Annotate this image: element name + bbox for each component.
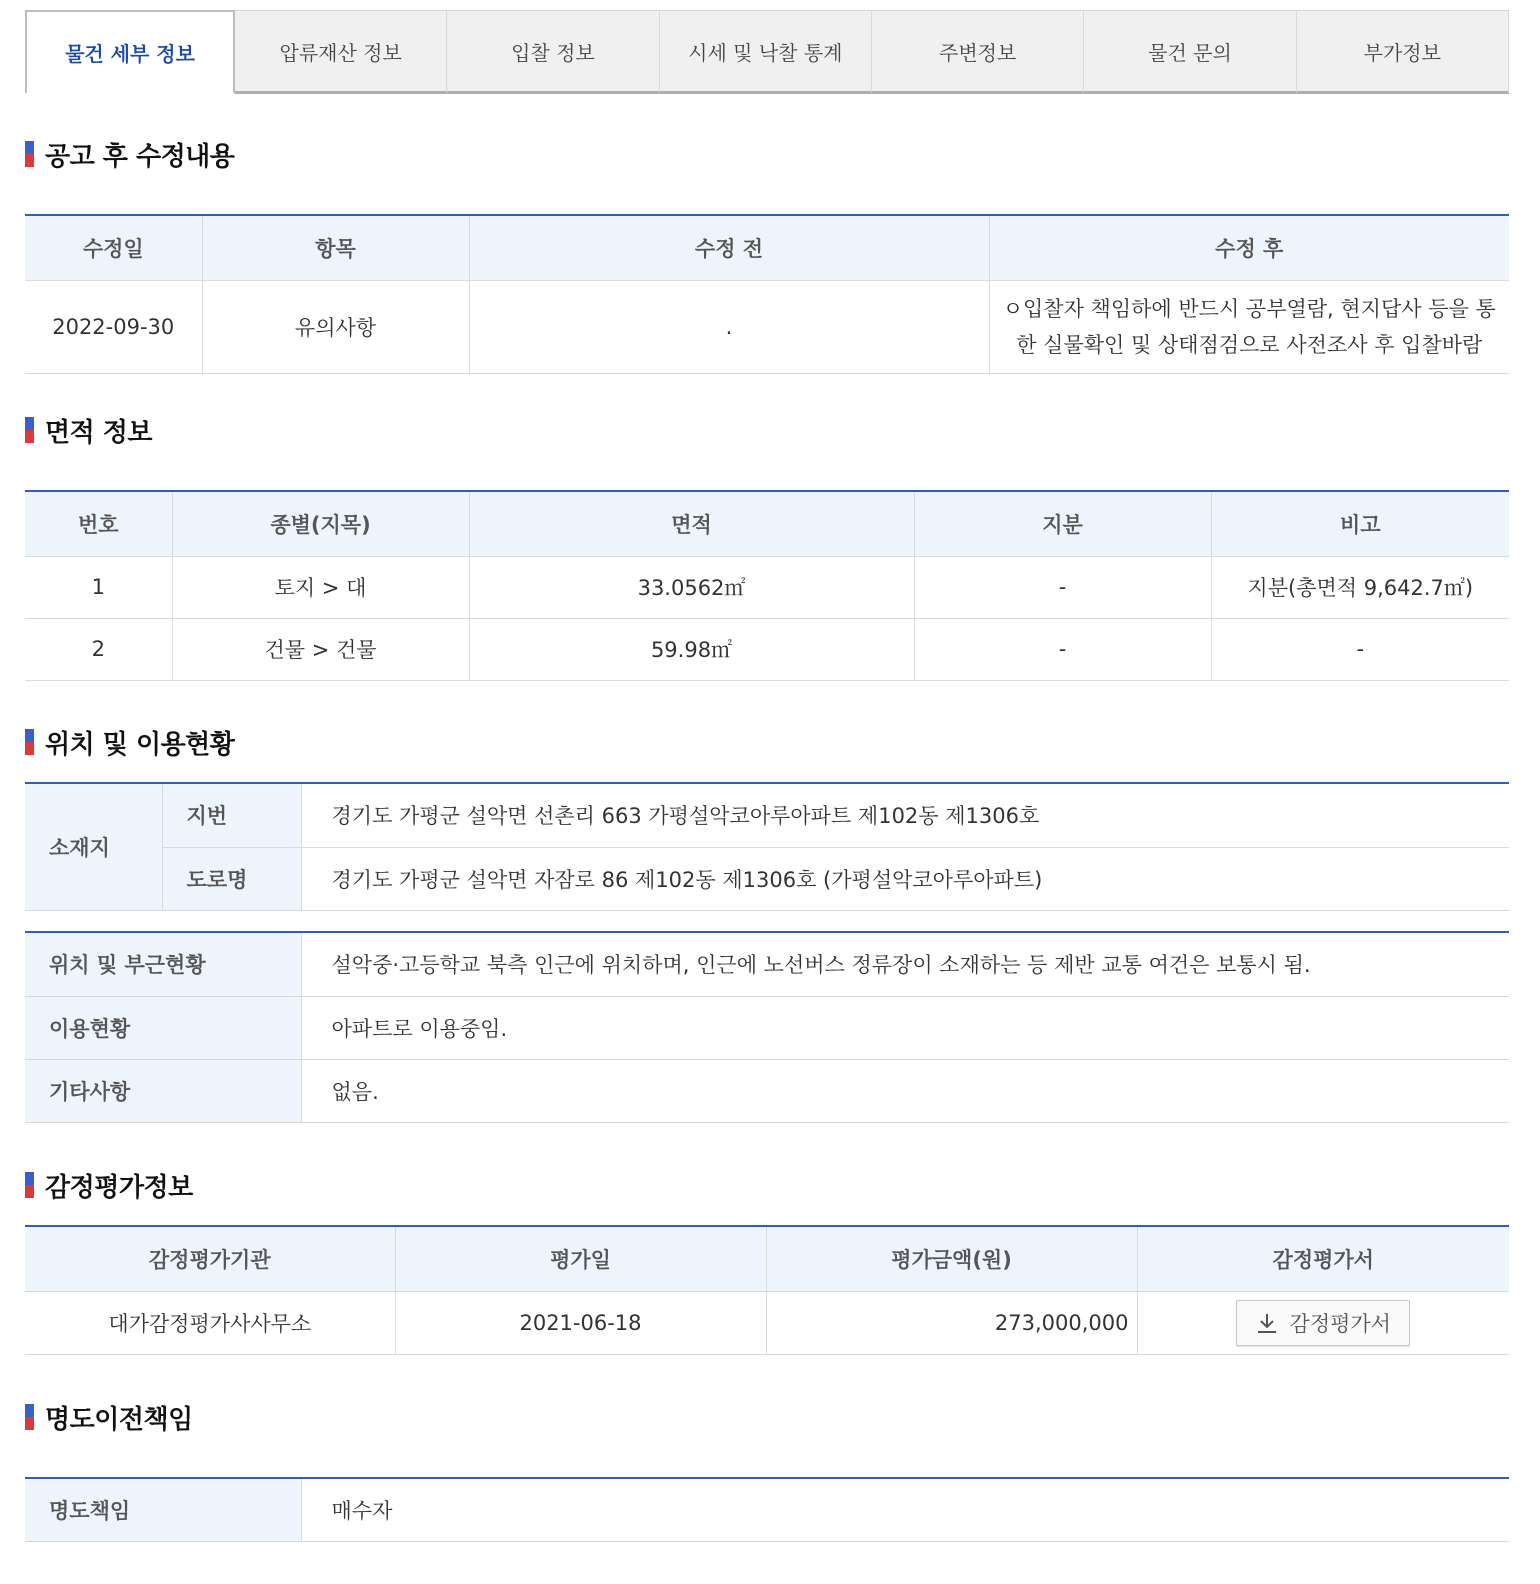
- usage-label: 이용현황: [25, 996, 301, 1059]
- area-note: -: [1211, 618, 1509, 680]
- col-header-no: 번호: [25, 491, 172, 556]
- col-header-area: 면적: [469, 491, 914, 556]
- section-marker-icon: [25, 1172, 34, 1198]
- tab-surroundings[interactable]: 주변정보: [872, 10, 1084, 94]
- col-header-item: 항목: [202, 215, 469, 280]
- revision-before: .: [469, 280, 989, 373]
- appraisal-table: [25, 1225, 1509, 1355]
- transfer-table: [25, 1477, 1509, 1542]
- surroundings-value: 설악중·고등학교 북측 인근에 위치하며, 인근에 노선버스 정류장이 소재하는 등 제반 교통 여건은 보통시 됨.: [301, 932, 1509, 996]
- tab-item-details[interactable]: 물건 세부 정보: [25, 10, 235, 94]
- appraisal-report-download-button[interactable]: [1236, 1300, 1410, 1346]
- area-type: 토지 > 대: [172, 556, 469, 618]
- revision-item: 유의사항: [202, 280, 469, 373]
- section-title-transfer: 명도이전책임: [25, 1400, 193, 1434]
- usage-table: [25, 931, 1509, 1123]
- area-share: -: [914, 556, 1211, 618]
- lot-address-label: 지번: [162, 783, 301, 847]
- col-header-document: 감정평가서: [1137, 1226, 1509, 1291]
- appraisal-amount: 273,000,000: [766, 1291, 1137, 1354]
- area-table: [25, 490, 1509, 681]
- area-note: 지분(총면적 9,642.7㎡): [1211, 556, 1509, 618]
- address-table: [25, 782, 1509, 911]
- transfer-value: 매수자: [301, 1478, 1509, 1541]
- road-address-value: 경기도 가평군 설악면 자잠로 86 제102동 제1306호 (가평설악코아루아파트): [301, 847, 1509, 910]
- etc-label: 기타사항: [25, 1059, 301, 1122]
- appraisal-agency: 대가감정평가사사무소: [25, 1291, 395, 1354]
- area-type: 건물 > 건물: [172, 618, 469, 680]
- tab-price-stats[interactable]: 시세 및 낙찰 통계: [660, 10, 872, 94]
- tab-inquiry[interactable]: 물건 문의: [1084, 10, 1296, 94]
- col-header-after: 수정 후: [989, 215, 1509, 280]
- section-marker-icon: [25, 1404, 34, 1430]
- etc-value: 없음.: [301, 1059, 1509, 1122]
- usage-value: 아파트로 이용중임.: [301, 996, 1509, 1059]
- area-value: 33.0562㎡: [469, 556, 914, 618]
- revision-date: 2022-09-30: [25, 280, 202, 373]
- col-header-agency: 감정평가기관: [25, 1226, 395, 1291]
- table-row: [25, 556, 1509, 618]
- col-header-type: 종별(지목): [172, 491, 469, 556]
- surroundings-label: 위치 및 부근현황: [25, 932, 301, 996]
- col-header-amount: 평가금액(원): [766, 1226, 1137, 1291]
- tab-bid-info[interactable]: 입찰 정보: [447, 10, 659, 94]
- revision-after: ㅇ입찰자 책임하에 반드시 공부열람, 현지답사 등을 통한 실물확인 및 상태점검으로 사전조사 후 입찰바람: [989, 280, 1509, 373]
- section-title-area: 면적 정보: [25, 413, 152, 447]
- revision-table: [25, 214, 1509, 374]
- section-title-location: 위치 및 이용현황: [25, 725, 234, 759]
- appraisal-date: 2021-06-18: [395, 1291, 766, 1354]
- col-header-date: 수정일: [25, 215, 202, 280]
- area-share: -: [914, 618, 1211, 680]
- table-row: [25, 618, 1509, 680]
- col-header-share: 지분: [914, 491, 1211, 556]
- table-row: [25, 1291, 1509, 1354]
- col-header-before: 수정 전: [469, 215, 989, 280]
- lot-address-value: 경기도 가평군 설악면 선촌리 663 가평설악코아루아파트 제102동 제1306호: [301, 783, 1509, 847]
- section-title-appraisal: 감정평가정보: [25, 1168, 193, 1202]
- transfer-label: 명도책임: [25, 1478, 301, 1541]
- section-marker-icon: [25, 729, 34, 755]
- area-no: 2: [25, 618, 172, 680]
- download-button-label: 감정평가서: [1289, 1311, 1391, 1336]
- tab-seized-property[interactable]: 압류재산 정보: [235, 10, 447, 94]
- section-marker-icon: [25, 141, 34, 167]
- tab-bar: [25, 10, 1509, 94]
- section-title-revision: 공고 후 수정내용: [25, 137, 234, 171]
- area-value: 59.98㎡: [469, 618, 914, 680]
- col-header-note: 비고: [1211, 491, 1509, 556]
- area-no: 1: [25, 556, 172, 618]
- col-header-appraisal-date: 평가일: [395, 1226, 766, 1291]
- tab-extra-info[interactable]: 부가정보: [1297, 10, 1509, 94]
- section-marker-icon: [25, 417, 34, 443]
- appraisal-doc-cell: [1137, 1291, 1509, 1354]
- address-label: 소재지: [25, 783, 162, 910]
- road-address-label: 도로명: [162, 847, 301, 910]
- download-icon: [1256, 1312, 1278, 1334]
- table-row: [25, 280, 1509, 373]
